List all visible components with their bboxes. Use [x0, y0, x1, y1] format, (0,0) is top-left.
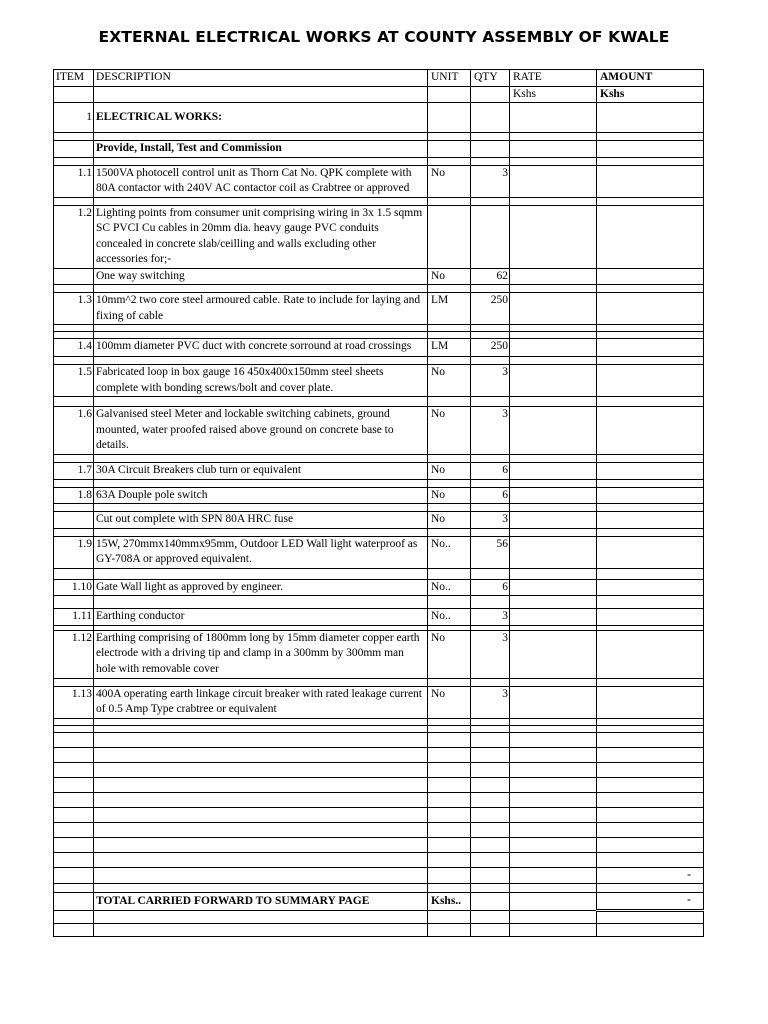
item-unit: LM	[428, 293, 471, 325]
item-qty: 3	[471, 165, 510, 197]
item-amount	[597, 512, 704, 529]
table-row	[54, 205, 704, 268]
item-description: Earthing conductor	[94, 609, 428, 626]
item-unit: No	[428, 686, 471, 718]
item-rate	[510, 512, 597, 529]
table-row	[54, 365, 704, 397]
total-amount: -	[597, 893, 704, 911]
item-rate	[510, 339, 597, 357]
item-description: Lighting points from consumer unit comprising wiring in 3x 1.5 sqmm SC PVCI Cu cables in 20mm dia. heavy gauge PVC conduits concealed in concrete slab/ceilling and walls excluding other accessories for;-	[94, 205, 428, 268]
item-amount	[597, 339, 704, 357]
item-unit: LM	[428, 339, 471, 357]
header-unit: UNIT	[428, 70, 471, 87]
item-amount	[597, 268, 704, 285]
header-description: DESCRIPTION	[94, 70, 428, 87]
item-unit: No..	[428, 579, 471, 596]
item-number: 1.7	[54, 463, 94, 480]
item-unit: No..	[428, 536, 471, 568]
table-row	[54, 407, 704, 455]
item-unit: No	[428, 630, 471, 678]
item-unit: No	[428, 463, 471, 480]
item-description: Gate Wall light as approved by engineer.	[94, 579, 428, 596]
section-subtitle: Provide, Install, Test and Commission	[94, 141, 428, 158]
item-number: 1.6	[54, 407, 94, 455]
item-amount	[597, 609, 704, 626]
item-description: 15W, 270mmx140mmx95mm, Outdoor LED Wall light waterproof as GY-708A or approved equivalent.	[94, 536, 428, 568]
item-rate	[510, 165, 597, 197]
item-amount	[597, 407, 704, 455]
item-description: 63A Douple pole switch	[94, 487, 428, 504]
header-amount-currency: Kshs	[597, 86, 704, 103]
item-number: 1.12	[54, 630, 94, 678]
header-amount: AMOUNT	[597, 70, 704, 87]
section-number: 1	[54, 103, 94, 133]
item-amount	[597, 293, 704, 325]
item-description: 400A operating earth linkage circuit breaker with rated leakage current of 0.5 Amp Type crabtree or equivalent	[94, 686, 428, 718]
item-qty: 6	[471, 463, 510, 480]
table-row	[54, 686, 704, 718]
item-sub-description: One way switching	[94, 268, 428, 285]
item-unit: No	[428, 365, 471, 397]
item-unit: No	[428, 407, 471, 455]
total-label: TOTAL CARRIED FORWARD TO SUMMARY PAGE	[94, 893, 428, 911]
item-unit: No..	[428, 609, 471, 626]
item-description: 30A Circuit Breakers club turn or equivalent	[94, 463, 428, 480]
item-number: 1.13	[54, 686, 94, 718]
item-number	[54, 512, 94, 529]
item-rate	[510, 536, 597, 568]
subtotal-row	[54, 867, 704, 884]
table-row	[54, 293, 704, 325]
item-qty: 250	[471, 293, 510, 325]
item-description: Fabricated loop in box gauge 16 450x400x150mm steel sheets complete with bonding screws/bolt and cover plate.	[94, 365, 428, 397]
item-description: Galvanised steel Meter and lockable switching cabinets, ground mounted, water proofed raised above ground on concrete base to details.	[94, 407, 428, 455]
table-row	[54, 268, 704, 285]
section-title: ELECTRICAL WORKS:	[94, 103, 428, 133]
item-number: 1.10	[54, 579, 94, 596]
document-title: EXTERNAL ELECTRICAL WORKS AT COUNTY ASSEMBLY OF KWALE	[98, 28, 670, 46]
header-rate-currency: Kshs	[510, 86, 597, 103]
item-amount	[597, 165, 704, 197]
item-rate	[510, 407, 597, 455]
item-description: 100mm diameter PVC duct with concrete sorround at road crossings	[94, 339, 428, 357]
item-amount	[597, 365, 704, 397]
item-qty: 3	[471, 686, 510, 718]
item-number: 1.3	[54, 293, 94, 325]
item-rate	[510, 487, 597, 504]
table-row	[54, 630, 704, 678]
item-rate	[510, 268, 597, 285]
item-number: 1.8	[54, 487, 94, 504]
item-description: 10mm^2 two core steel armoured cable. Rate to include for laying and fixing of cable	[94, 293, 428, 325]
item-qty: 3	[471, 630, 510, 678]
subtotal-amount: -	[597, 867, 704, 884]
item-number: 1.2	[54, 205, 94, 268]
item-description: Earthing comprising of 1800mm long by 15mm diameter copper earth electrode with a driving tip and clamp in a 300mm by 300mm man hole with removable cover	[94, 630, 428, 678]
table-row	[54, 165, 704, 197]
header-qty: QTY	[471, 70, 510, 87]
item-qty: 6	[471, 579, 510, 596]
item-qty: 3	[471, 512, 510, 529]
item-amount	[597, 463, 704, 480]
item-description: 1500VA photocell control unit as Thorn Cat No. QPK complete with 80A contactor with 240V AC contactor coil as Crabtree or approved	[94, 165, 428, 197]
item-unit: No	[428, 512, 471, 529]
bill-of-quantities-table	[53, 69, 704, 937]
item-unit: No	[428, 268, 471, 285]
item-number: 1.5	[54, 365, 94, 397]
item-amount	[597, 630, 704, 678]
item-rate	[510, 463, 597, 480]
item-number: 1.4	[54, 339, 94, 357]
item-amount	[597, 487, 704, 504]
item-rate	[510, 293, 597, 325]
section-row	[54, 103, 704, 133]
item-number: 1.1	[54, 165, 94, 197]
table-row	[54, 512, 704, 529]
item-number: 1.9	[54, 536, 94, 568]
table-row	[54, 487, 704, 504]
header-rate: RATE	[510, 70, 597, 87]
total-unit: Kshs..	[428, 893, 471, 911]
item-qty: 6	[471, 487, 510, 504]
table-row	[54, 536, 704, 568]
item-amount	[597, 536, 704, 568]
item-unit: No	[428, 165, 471, 197]
section-subtitle-row	[54, 141, 704, 158]
item-description: Cut out complete with SPN 80A HRC fuse	[94, 512, 428, 529]
table-row	[54, 609, 704, 626]
item-amount	[597, 686, 704, 718]
table-header-row	[54, 70, 704, 87]
total-row	[54, 893, 704, 911]
item-qty: 62	[471, 268, 510, 285]
table-header-row	[54, 86, 704, 103]
item-qty: 3	[471, 407, 510, 455]
table-row	[54, 579, 704, 596]
table-row	[54, 339, 704, 357]
item-qty: 250	[471, 339, 510, 357]
item-rate	[510, 686, 597, 718]
table-row	[54, 463, 704, 480]
item-qty: 3	[471, 609, 510, 626]
item-qty: 3	[471, 365, 510, 397]
item-rate	[510, 365, 597, 397]
item-number: 1.11	[54, 609, 94, 626]
item-rate	[510, 630, 597, 678]
item-amount	[597, 579, 704, 596]
item-rate	[510, 609, 597, 626]
item-rate	[510, 579, 597, 596]
item-unit: No	[428, 487, 471, 504]
item-qty: 56	[471, 536, 510, 568]
header-item: ITEM	[54, 70, 94, 87]
